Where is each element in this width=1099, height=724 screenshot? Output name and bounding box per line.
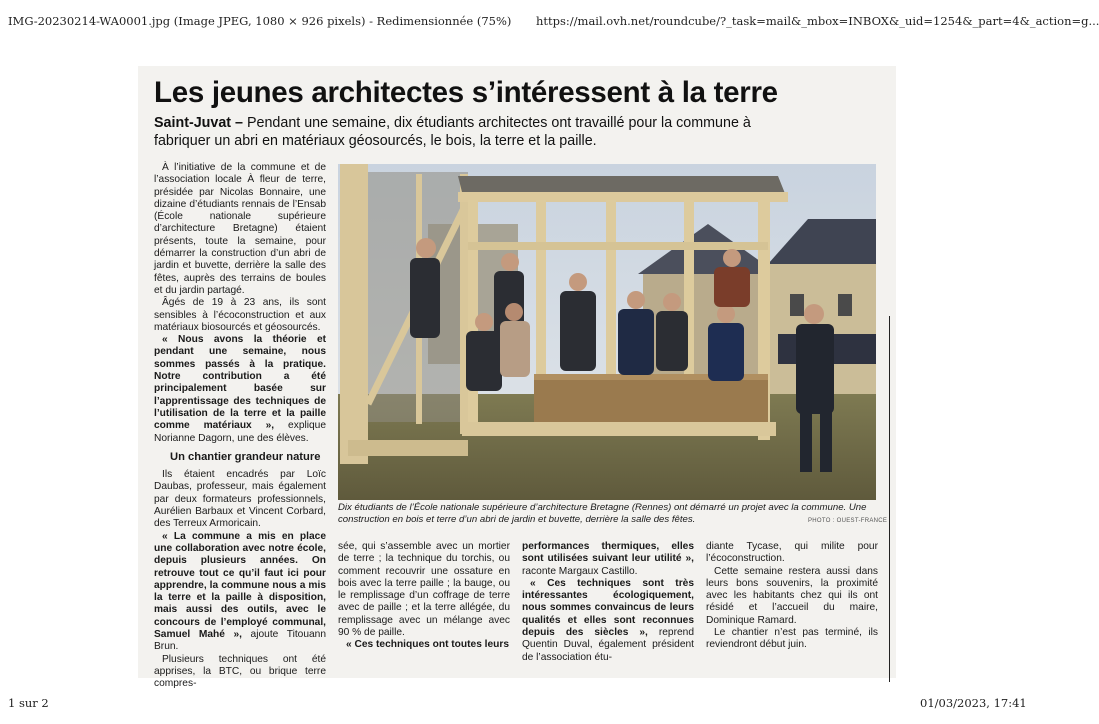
quote: « La commune a mis en place une collaboration avec notre école, depuis plusieurs années. On retrouve tout ce qu’il faut ici pour apprendre, la commune nous a mis la terre et la paille à disposition, mais aussi des outils, avec le concours de l’employé communal, Samuel Mahé », xyxy=(154,530,326,640)
paragraph xyxy=(154,531,326,654)
quote: « Ces techniques sont très intéressantes écologiquement, nous sommes convaincus de leurs qualités et elles sont reconnues depuis des siècles », xyxy=(522,577,694,639)
paragraph: À l’initiative de la commune et de l’association locale À fleur de terre, présidée par Nicolas Bonnaire, une dizaine d’étudiants rennais de l’Ensab (École nationale supérieure d’architecture Bretagne) étaient présents, toute la semaine, pour démarrer la construction d’un abri de jardin et buvette, derrière la salle des fêtes, auprès des terrains de boules et du jardin partagé. xyxy=(154,162,326,296)
paragraph xyxy=(154,334,326,445)
paragraph xyxy=(522,578,694,664)
article-photo xyxy=(338,164,876,500)
paragraph: diante Tycase, qui milite pour l’écoconstruction. xyxy=(706,541,878,565)
quote-attribution: reprend Quentin Duval, également président de l’association étu- xyxy=(522,627,694,663)
paragraph: sée, qui s’assemble avec un mortier de terre ; la technique du torchis, ou comment recouvrir une ossature en bois avec la terre paille ; la bauge, ou le remplissage d’un coffrage de terre avec de paille ; et la terre allégée, du remplissage avec un mélange avec 90 % de paille. xyxy=(338,541,510,639)
paragraph: Cette semaine restera aussi dans leurs bons souvenirs, la proximité avec les habitants chez qui ils ont résidé et l’accueil du maire, Dominique Ramard. xyxy=(706,565,878,626)
page-number: 1 sur 2 xyxy=(8,696,49,710)
photo-credit: PHOTO : OUEST-FRANCE xyxy=(808,518,888,524)
paragraph: Le chantier n’est pas terminé, ils reviendront début juin. xyxy=(706,627,878,651)
article-column-3 xyxy=(522,541,694,664)
column-divider xyxy=(889,316,890,682)
photo-caption: Dix étudiants de l’École nationale supérieure d’architecture Bretagne (Rennes) ont démarré un projet avec la commune. Une construction en bois et terre d’un abri de jardin et buvette, derrière la salle des fêtes. xyxy=(338,502,867,525)
quote-attribution: raconte Margaux Castillo. xyxy=(522,565,638,577)
quote: performances thermiques, elles sont utilisées suivant leur utilité », xyxy=(522,541,694,565)
print-datetime: 01/03/2023, 17:41 xyxy=(920,696,1027,710)
article-column-4 xyxy=(706,541,878,652)
students-building-shelter-illustration xyxy=(338,164,876,500)
paragraph: Plusieurs techniques ont été apprises, la BTC, ou brique terre compres- xyxy=(154,653,326,690)
quote: « Ces techniques ont toutes leurs xyxy=(346,639,510,651)
lead-text: Pendant une semaine, dix étudiants architectes ont travaillé pour la commune à fabriquer un abri en matériaux géosourcés, le bois, la terre et la paille. xyxy=(154,115,751,149)
article-column-1 xyxy=(154,162,326,690)
quote-attribution: explique Norianne Dagorn, une des élèves. xyxy=(154,420,327,444)
article-headline: Les jeunes architectes s’intéressent à la terre xyxy=(154,76,778,109)
document-title: IMG-20230214-WA0001.jpg (Image JPEG, 1080 × 926 pixels) - Redimensionnée (75%) xyxy=(8,14,512,28)
paragraph: Ils étaient encadrés par Loïc Daubas, professeur, mais également par deux formateurs professionnels, Aurélien Barbaux et Vincent Corbard, des Terreux Armoricain. xyxy=(154,469,326,530)
article-lead xyxy=(154,114,754,150)
quote: « Nous avons la théorie et pendant une semaine, nous sommes passés à la pratique. Notre contribution a été principalement basée sur l’apprentissage des techniques de l’utilisation de la terre et la paille comme matériaux », xyxy=(154,334,326,432)
quote-attribution: ajoute Titouann Brun. xyxy=(154,628,326,653)
paragraph xyxy=(522,541,694,578)
lead-place: Saint-Juvat – xyxy=(154,115,243,131)
article-column-2 xyxy=(338,541,510,652)
document-url: https://mail.ovh.net/roundcube/?_task=mail&_mbox=INBOX&_uid=1254&_part=4&_action=g... xyxy=(536,14,1099,28)
article-subheading: Un chantier grandeur nature xyxy=(170,450,321,463)
paragraph: Âgés de 19 à 23 ans, ils sont sensibles à l’écoconstruction et aux matériaux biosourcés et géosourcés. xyxy=(154,297,326,333)
